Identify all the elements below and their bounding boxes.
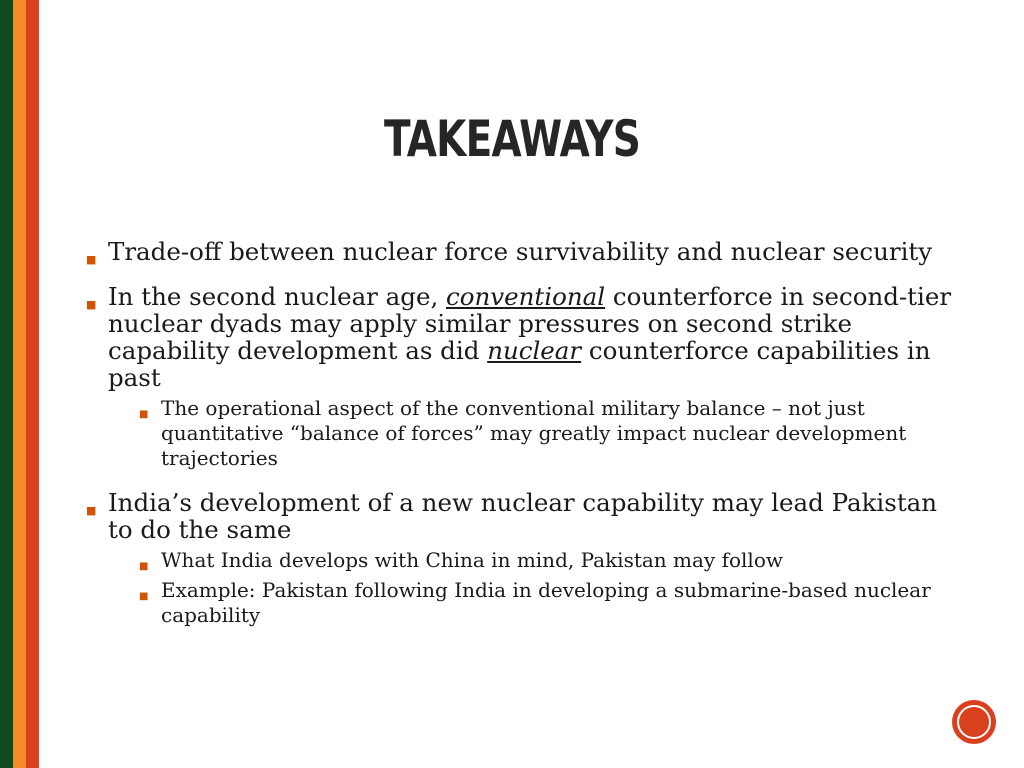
bullet-2-emphasis-conventional: conventional xyxy=(446,282,606,311)
bullet-1-text: Trade-off between nuclear force survivability and nuclear security xyxy=(108,237,933,266)
slide-content xyxy=(86,238,956,646)
bullet-2 xyxy=(86,283,956,471)
square-bullet-icon: ■ xyxy=(139,409,149,420)
square-bullet-icon: ■ xyxy=(139,561,149,572)
left-stripe-green xyxy=(0,0,13,768)
square-bullet-icon: ■ xyxy=(86,504,97,517)
bullet-2-text-a: In the second nuclear age, xyxy=(108,282,439,311)
square-bullet-icon: ■ xyxy=(139,591,149,602)
bullet-2-emphasis-nuclear: nuclear xyxy=(487,336,582,365)
left-stripe-red xyxy=(26,0,39,768)
bullet-2-text-c: counterforce capabilities in past xyxy=(108,336,931,392)
bullet-3-sub-2 xyxy=(108,578,956,628)
sub-bullet-text: The operational aspect of the conventional military balance – not just quantitative “balance of forces” may greatly impact nuclear development trajectories xyxy=(161,396,907,470)
slide-title: TAKEAWAYS xyxy=(383,110,641,168)
bullet-3-text: India’s development of a new nuclear capability may lead Pakistan to do the same xyxy=(108,488,938,544)
circle-nav-icon[interactable] xyxy=(952,700,996,744)
bullet-3-sub-1 xyxy=(108,548,956,573)
bullet-1 xyxy=(86,238,956,265)
bullet-2-sub-1 xyxy=(108,396,956,471)
bullet-3 xyxy=(86,489,956,628)
sub-bullet-text: What India develops with China in mind, Pakistan may follow xyxy=(161,548,783,572)
square-bullet-icon: ■ xyxy=(86,253,97,266)
left-stripe-orange xyxy=(13,0,26,768)
sub-bullet-text: Example: Pakistan following India in developing a submarine-based nuclear capability xyxy=(161,578,931,627)
square-bullet-icon: ■ xyxy=(86,298,97,311)
bullet-2-text-b: counterforce in second-tier nuclear dyads may apply similar pressures on second strike capability development as did xyxy=(108,282,952,365)
